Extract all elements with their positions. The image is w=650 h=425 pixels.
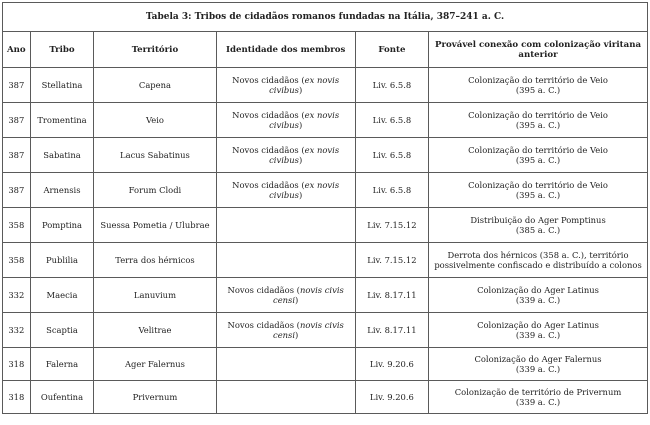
cell-identidade: Novos cidadãos (ex novis civibus): [216, 68, 355, 103]
cell-ano: 387: [3, 68, 31, 103]
cell-tribo: Tromentina: [30, 103, 94, 138]
cell-territorio: Privernum: [94, 381, 216, 414]
cell-fonte: Liv. 7.15.12: [355, 243, 428, 278]
table-title: Tabela 3: Tribos de cidadãos romanos fundadas na Itália, 387–241 a. C.: [3, 3, 648, 32]
cell-identidade: Novos cidadãos (novis civis censi): [216, 278, 355, 313]
cell-identidade: Novos cidadãos (ex novis civibus): [216, 173, 355, 208]
cell-fonte: Liv. 6.5.8: [355, 138, 428, 173]
cell-ano: 318: [3, 348, 31, 381]
tribes-table: [2, 2, 648, 414]
header-territorio: Território: [94, 32, 216, 68]
cell-tribo: Arnensis: [30, 173, 94, 208]
cell-conexao: Colonização do Ager Latinus (339 a. C.): [429, 278, 648, 313]
cell-tribo: Stellatina: [30, 68, 94, 103]
table-row: [3, 173, 648, 208]
cell-tribo: Sabatina: [30, 138, 94, 173]
cell-fonte: Liv. 8.17.11: [355, 278, 428, 313]
cell-ano: 387: [3, 103, 31, 138]
cell-tribo: Pomptina: [30, 208, 94, 243]
cell-ano: 332: [3, 313, 31, 348]
table-row: [3, 243, 648, 278]
cell-identidade: Novos cidadãos (ex novis civibus): [216, 103, 355, 138]
cell-identidade: [216, 381, 355, 414]
cell-ano: 358: [3, 243, 31, 278]
table-row: [3, 313, 648, 348]
cell-identidade: Novos cidadãos (novis civis censi): [216, 313, 355, 348]
cell-fonte: Liv. 6.5.8: [355, 68, 428, 103]
header-row: [3, 32, 648, 68]
header-tribo: Tribo: [30, 32, 94, 68]
cell-fonte: Liv. 6.5.8: [355, 173, 428, 208]
cell-territorio: Suessa Pometia / Ulubrae: [94, 208, 216, 243]
table-row: [3, 208, 648, 243]
table-row: [3, 68, 648, 103]
cell-fonte: Liv. 9.20.6: [355, 381, 428, 414]
header-ano: Ano: [3, 32, 31, 68]
cell-territorio: Ager Falernus: [94, 348, 216, 381]
cell-ano: 387: [3, 138, 31, 173]
cell-territorio: Velitrae: [94, 313, 216, 348]
table-body: [3, 68, 648, 414]
cell-conexao: Colonização do território de Veio (395 a. C.): [429, 68, 648, 103]
cell-identidade: [216, 208, 355, 243]
cell-conexao: Colonização do Ager Latinus (339 a. C.): [429, 313, 648, 348]
cell-fonte: Liv. 7.15.12: [355, 208, 428, 243]
cell-fonte: Liv. 9.20.6: [355, 348, 428, 381]
cell-conexao: Colonização de território de Privernum (339 a. C.): [429, 381, 648, 414]
cell-conexao: Colonização do território de Veio (395 a. C.): [429, 138, 648, 173]
cell-tribo: Falerna: [30, 348, 94, 381]
cell-territorio: Lanuvium: [94, 278, 216, 313]
cell-conexao: Colonização do território de Veio (395 a. C.): [429, 173, 648, 208]
cell-conexao: Colonização do Ager Falernus (339 a. C.): [429, 348, 648, 381]
cell-ano: 358: [3, 208, 31, 243]
cell-conexao: Distribuição do Ager Pomptinus (385 a. C.): [429, 208, 648, 243]
cell-tribo: Publilia: [30, 243, 94, 278]
cell-territorio: Lacus Sabatinus: [94, 138, 216, 173]
cell-territorio: Capena: [94, 68, 216, 103]
table-row: [3, 278, 648, 313]
cell-fonte: Liv. 6.5.8: [355, 103, 428, 138]
cell-conexao: Derrota dos hérnicos (358 a. C.), território possivelmente confiscado e distribuído a colonos: [429, 243, 648, 278]
cell-territorio: Veio: [94, 103, 216, 138]
header-identidade: Identidade dos membros: [216, 32, 355, 68]
cell-ano: 332: [3, 278, 31, 313]
cell-ano: 387: [3, 173, 31, 208]
table-row: [3, 348, 648, 381]
cell-territorio: Terra dos hérnicos: [94, 243, 216, 278]
header-conexao: Provável conexão com colonização viritana anterior: [429, 32, 648, 68]
cell-ano: 318: [3, 381, 31, 414]
cell-identidade: [216, 243, 355, 278]
cell-territorio: Forum Clodi: [94, 173, 216, 208]
cell-identidade: [216, 348, 355, 381]
cell-tribo: Oufentina: [30, 381, 94, 414]
cell-fonte: Liv. 8.17.11: [355, 313, 428, 348]
cell-tribo: Scaptia: [30, 313, 94, 348]
cell-tribo: Maecia: [30, 278, 94, 313]
cell-identidade: Novos cidadãos (ex novis civibus): [216, 138, 355, 173]
cell-conexao: Colonização do território de Veio (395 a. C.): [429, 103, 648, 138]
table-row: [3, 138, 648, 173]
header-fonte: Fonte: [355, 32, 428, 68]
table-row: [3, 381, 648, 414]
table-wrapper: [2, 2, 648, 414]
table-row: [3, 103, 648, 138]
